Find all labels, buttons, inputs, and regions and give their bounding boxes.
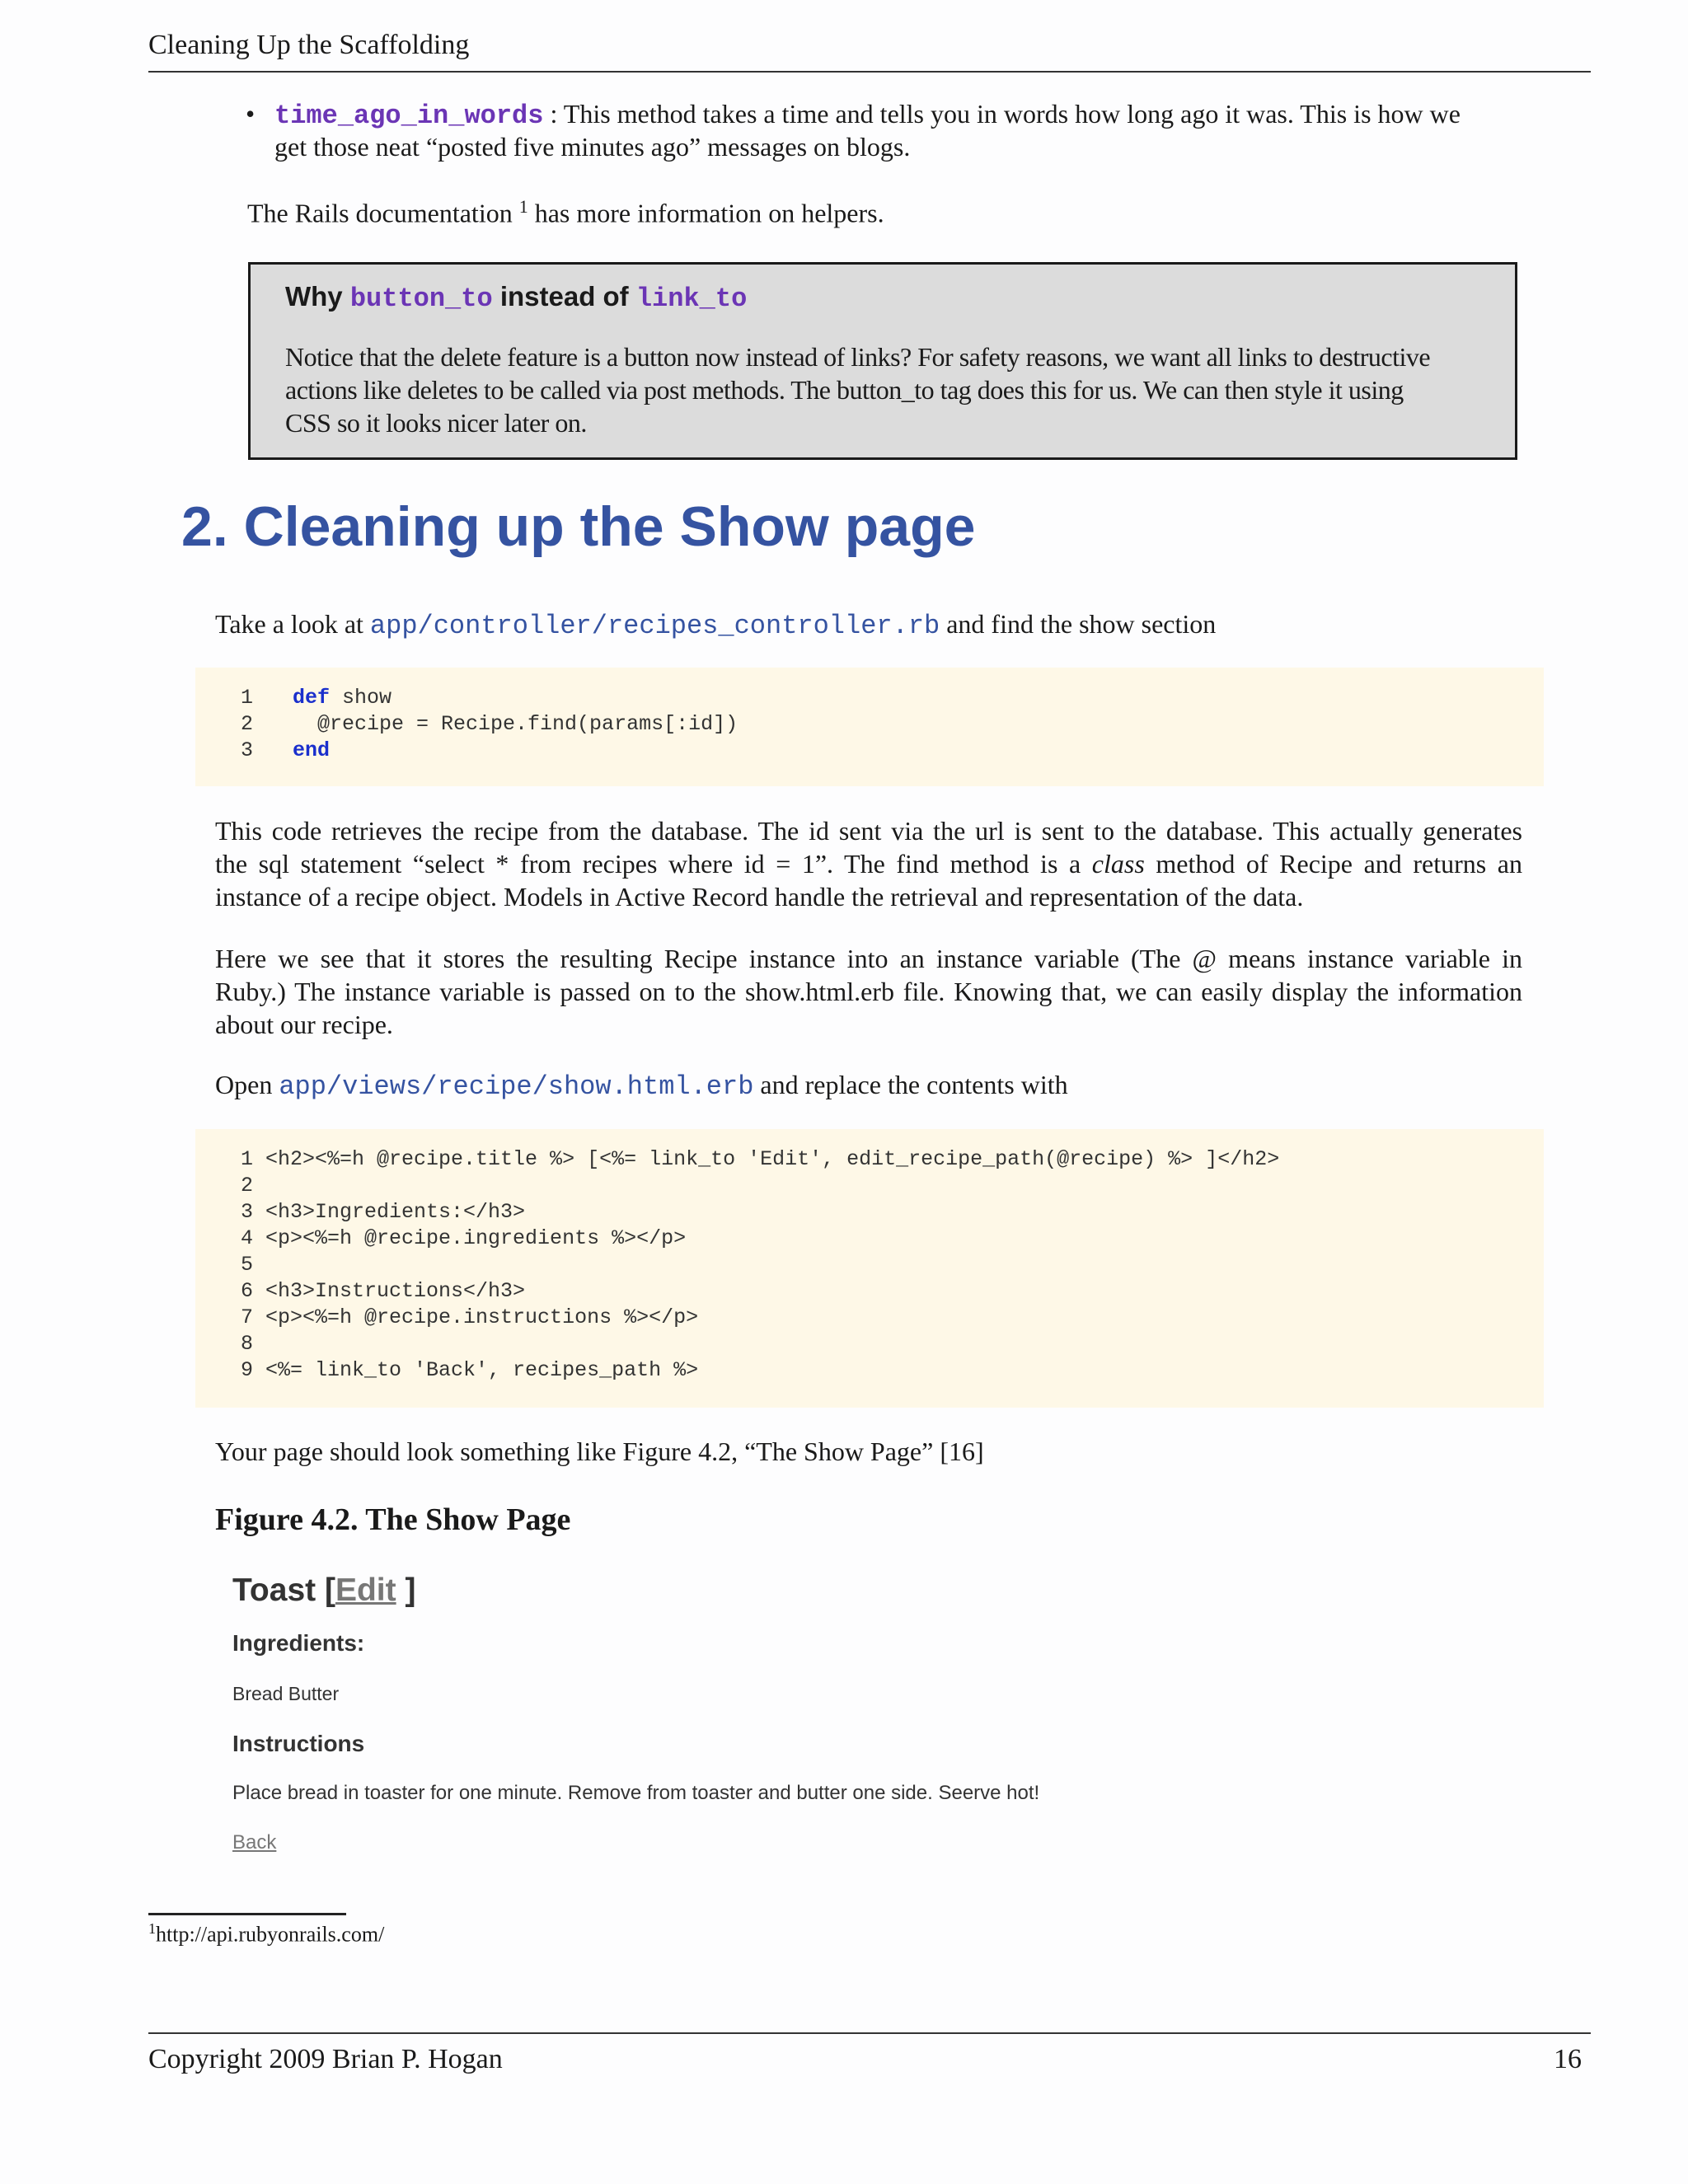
code-time-ago-in-words: time_ago_in_words <box>274 101 544 131</box>
footnote <box>148 1920 384 1947</box>
figure-recipe-title <box>232 1572 415 1609</box>
code-keyword: def <box>293 686 331 710</box>
figure-recipe-name: Toast <box>232 1572 316 1608</box>
figure-bracket-open: [ <box>316 1572 335 1608</box>
para-retrieves-emphasis: class <box>1091 849 1145 879</box>
docs-note <box>247 190 884 230</box>
footer-rule <box>148 2032 1591 2034</box>
code-line-num: 2 <box>241 712 254 736</box>
code-line: @recipe = Recipe.find(params[:id]) <box>293 712 738 736</box>
code-line: 9 <%= link_to 'Back', recipes_path %> <box>241 1358 699 1382</box>
footer-copyright: Copyright 2009 Brian P. Hogan <box>148 2044 503 2074</box>
header-rule <box>148 71 1591 73</box>
path-show-erb: app/views/recipe/show.html.erb <box>279 1071 754 1102</box>
sidebar-body <box>285 340 1489 439</box>
para-retrieves-line-2 <box>215 847 1522 880</box>
sidebar-line-2: actions like deletes to be called via post methods. The button_to tag does this for us. We can then style it using <box>285 375 1404 405</box>
footnote-ref[interactable]: 1 <box>518 196 528 217</box>
figure-ingredients-text: Bread Butter <box>232 1683 340 1704</box>
bullet-marker: • <box>246 99 256 129</box>
path-recipes-controller: app/controller/recipes_controller.rb <box>369 611 940 641</box>
figure-bracket-close: ] <box>396 1572 416 1608</box>
footer-page-number: 16 <box>1554 2044 1582 2074</box>
footnote-number: 1 <box>148 1920 156 1937</box>
sidebar-code-button-to: button_to <box>349 284 493 314</box>
para-retrieves-text: the sql statement “select * from recipes where id = 1”. The find method is a <box>215 849 1092 879</box>
code-line: 1 <h2><%=h @recipe.title %> [<%= link_to 'Edit', edit_recipe_path(@recipe) %> ]</h2> <box>241 1147 1280 1171</box>
code-line: 6 <h3>Instructions</h3> <box>241 1279 526 1303</box>
sidebar-line-1: Notice that the delete feature is a button now instead of links? For safety reasons, we want all links to destructive <box>285 342 1431 372</box>
para-retrieves-text-after: method of Recipe and returns an <box>1144 849 1523 879</box>
footnote-rule <box>148 1913 346 1915</box>
code-line: 5 <box>241 1253 254 1277</box>
sidebar-title <box>285 281 747 314</box>
para-open <box>215 1068 1068 1104</box>
code-text: show <box>330 686 392 710</box>
para-look-at-after: and find the show section <box>940 609 1217 639</box>
sidebar-title-mid: instead of <box>492 281 636 312</box>
sidebar-line-3: CSS so it looks nicer later on. <box>285 408 587 438</box>
figure-back-link[interactable]: Back <box>232 1831 277 1854</box>
para-your-page: Your page should look something like Figure 4.2, “The Show Page” [16] <box>215 1436 984 1466</box>
para-retrieves-line-1: This code retrieves the recipe from the database. The id sent via the url is sent to the database. This actually generates <box>215 816 1522 846</box>
code-line <box>293 738 330 762</box>
para-open-before: Open <box>215 1070 279 1099</box>
code-line: 4 <p><%=h @recipe.ingredients %></p> <box>241 1226 687 1250</box>
para-stores-line-3: about our recipe. <box>215 1010 393 1039</box>
sidebar-title-why: Why <box>285 281 350 312</box>
sidebar-note-box <box>248 262 1517 460</box>
code-line <box>293 686 392 710</box>
docs-note-before: The Rails documentation <box>247 198 519 228</box>
running-header: Cleaning Up the Scaffolding <box>148 30 470 60</box>
para-stores <box>215 942 1522 1041</box>
code-keyword: end <box>293 738 331 762</box>
code-line-num: 3 <box>241 738 254 762</box>
code-line: 2 <box>241 1174 254 1197</box>
para-retrieves-line-3: instance of a recipe object. Models in Active Record handle the retrieval and representation of the data. <box>215 882 1304 912</box>
para-look-at-before: Take a look at <box>215 609 370 639</box>
figure-ingredients-heading: Ingredients: <box>232 1630 365 1656</box>
code-block-show-view <box>195 1129 1544 1408</box>
sidebar-code-link-to: link_to <box>635 284 748 314</box>
section-heading: 2. Cleaning up the Show page <box>181 495 976 558</box>
code-line: 7 <p><%=h @recipe.instructions %></p> <box>241 1305 699 1329</box>
figure-instructions-text: Place bread in toaster for one minute. Remove from toaster and butter one side. Seerve hot! <box>232 1782 1040 1804</box>
code-line: 8 <box>241 1332 254 1356</box>
docs-note-after: has more information on helpers. <box>528 198 884 228</box>
figure-title: Figure 4.2. The Show Page <box>215 1502 571 1537</box>
bullet-line-2: get those neat “posted five minutes ago” messages on blogs. <box>274 132 911 162</box>
code-block-show-method <box>195 668 1544 786</box>
code-line: 3 <h3>Ingredients:</h3> <box>241 1200 526 1224</box>
footnote-url[interactable]: http://api.rubyonrails.com/ <box>156 1922 385 1947</box>
para-stores-line-1: Here we see that it stores the resulting Recipe instance into an instance variable (The @ means instance variable in <box>215 944 1522 973</box>
para-look-at <box>215 607 1216 643</box>
bullet-text-1: : This method takes a time and tells you in words how long ago it was. This is how we <box>543 99 1461 129</box>
figure-edit-link[interactable]: Edit <box>335 1572 396 1608</box>
para-open-after: and replace the contents with <box>753 1070 1068 1099</box>
bullet-line-1 <box>274 97 1461 133</box>
code-line-num: 1 <box>241 686 254 710</box>
para-stores-line-2: Ruby.) The instance variable is passed on to the show.html.erb file. Knowing that, we can easily display the information <box>215 977 1522 1006</box>
figure-instructions-heading: Instructions <box>232 1731 365 1756</box>
para-retrieves <box>215 814 1522 913</box>
